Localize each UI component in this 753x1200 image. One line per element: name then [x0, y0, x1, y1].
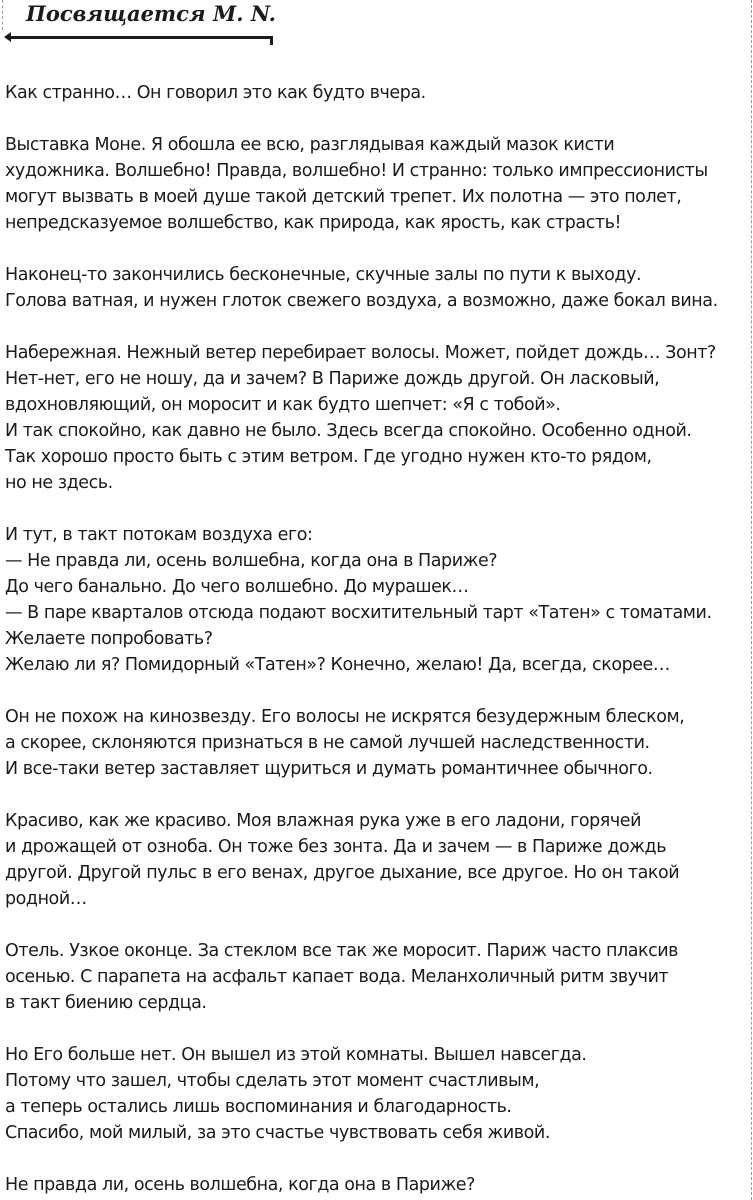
text-line: И так спокойно, как давно не было. Здесь всегда спокойно. Особенно одной.: [5, 421, 692, 441]
text-line: Спасибо, мой милый, за это счастье чувствовать себя живой.: [5, 1123, 550, 1143]
poem-body: [5, 80, 753, 1200]
paragraph: [5, 704, 753, 782]
text-line: Желаю ли я? Помидорный «Татен»? Конечно, желаю! Да, всегда, скорее…: [5, 655, 670, 675]
paragraph: [5, 1042, 753, 1146]
paragraph: [5, 340, 753, 496]
text-line: Так хорошо просто быть с этим ветром. Где угодно нужен кто-то рядом,: [5, 447, 652, 467]
text-line: а скорее, склоняются признаться в не самой лучшей наследственности.: [5, 733, 650, 753]
text-line: Отель. Узкое оконце. За стеклом все так же моросит. Париж часто плаксив: [5, 941, 679, 961]
text-line: Не правда ли, осень волшебна, когда она в Париже?: [5, 1175, 475, 1195]
text-line: Но Его больше нет. Он вышел из этой комнаты. Вышел навсегда.: [5, 1045, 587, 1065]
paragraph: [5, 1172, 753, 1198]
paragraph: [5, 808, 753, 912]
text-line: и дрожащей от озноба. Он тоже без зонта. Да и зачем — в Париже дождь: [5, 837, 667, 857]
text-line: непредсказуемое волшебство, как природа, как ярость, как страсть!: [5, 213, 622, 233]
dedication-header: [0, 0, 300, 50]
text-line: а теперь остались лишь воспоминания и благодарность.: [5, 1097, 512, 1117]
text-line: но не здесь.: [5, 473, 113, 493]
text-line: Потому что зашел, чтобы сделать этот момент счастливым,: [5, 1071, 540, 1091]
text-line: До чего банально. До чего волшебно. До мурашек…: [5, 577, 469, 597]
text-line: родной…: [5, 889, 87, 909]
text-line: И тут, в такт потокам воздуха его:: [5, 525, 313, 545]
text-line: Выставка Моне. Я обошла ее всю, разглядывая каждый мазок кисти: [5, 135, 615, 155]
text-line: Голова ватная, и нужен глоток свежего воздуха, а возможно, даже бокал вина.: [5, 291, 718, 311]
dialogue-line: — Не правда ли, осень волшебна, когда она в Париже?: [5, 551, 498, 571]
paragraph: [5, 522, 753, 678]
text-line: И все-таки ветер заставляет щуриться и думать романтичнее обычного.: [5, 759, 653, 779]
paragraph: [5, 262, 753, 314]
text-line: вдохновляющий, он моросит и как будто шепчет: «Я с тобой».: [5, 395, 561, 415]
text-line: в такт биению сердца.: [5, 993, 207, 1013]
text-line: Красиво, как же красиво. Моя влажная рука уже в его ладони, горячей: [5, 811, 642, 831]
text-line: другой. Другой пульс в его венах, другое дыхание, все другое. Но он такой: [5, 863, 680, 883]
text-line: Нет-нет, его не ношу, да и зачем? В Париже дождь другой. Он ласковый,: [5, 369, 660, 389]
text-line: Он не похож на кинозвезду. Его волосы не искрятся безудержным блеском,: [5, 707, 685, 727]
dedication-title: Посвящается M. N.: [26, 1, 276, 26]
text-line: художника. Волшебно! Правда, волшебно! И странно: только импрессионисты: [5, 161, 708, 181]
text-line: Желаете попробовать?: [5, 629, 213, 649]
text-line: Набережная. Нежный ветер перебирает волосы. Может, пойдет дождь… Зонт?: [5, 343, 716, 363]
dialogue-line: — В паре кварталов отсюда подают восхитительный тарт «Татен» с томатами.: [5, 603, 712, 623]
text-line: осенью. С парапета на асфальт капает вода. Меланхоличный ритм звучит: [5, 967, 669, 987]
paragraph: [5, 938, 753, 1016]
paragraph: [5, 80, 753, 106]
text-line: Наконец-то закончились бесконечные, скучные залы по пути к выходу.: [5, 265, 642, 285]
paragraph: [5, 132, 753, 236]
title-underline-rule: [4, 30, 276, 46]
text-line: могут вызвать в моей душе такой детский трепет. Их полотна — это полет,: [5, 187, 682, 207]
text-line: Как странно… Он говорил это как будто вчера.: [5, 83, 426, 103]
